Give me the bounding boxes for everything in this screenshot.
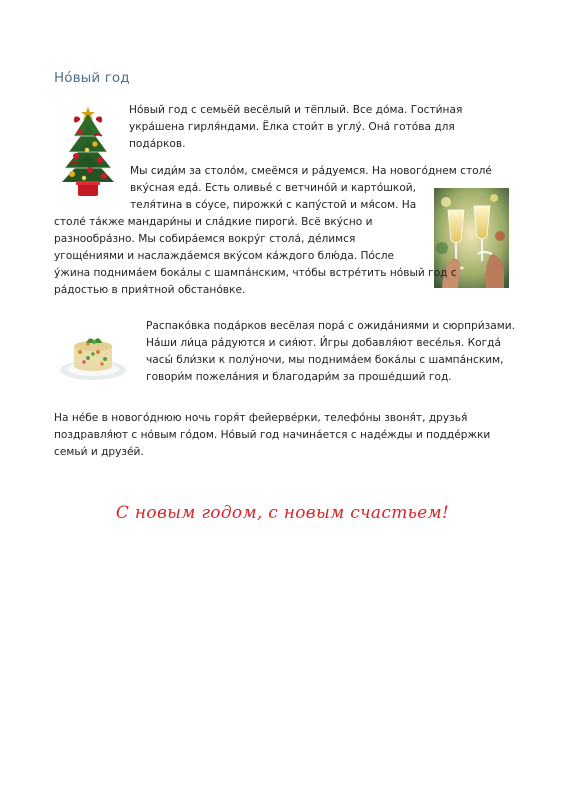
paragraph-2 [54,163,514,299]
paragraph-4: На не́бе в нового́днюю ночь горя́т фейерве́рки, телефо́ны звоня́т, друзья́ поздравля́ют с но́вым го́дом. Но́вый год начина́ется с наде́жды и подде́ржки семьи́ и друзе́й. [54,412,491,458]
olivier-salad-icon [58,324,128,384]
paragraph-1: Но́вый год с семьёй весёлый и тёплый. Все до́ма. Гости́ная укра́шена гирля́ндами. Ёлка стои́т в углу́. Она́ гото́ва для пода́рков. [129,104,463,150]
glasses-wrap-spacer [428,163,514,265]
paragraph-2-text: Мы сиди́м за столо́м, смеёмся и ра́дуемся. На нового́днем столе́ вку́сная еда́. Есть оливье́ с ветчино́й и карто́шкой, теля́тина в со́усе, пирожки́ с капу́стой и мя́сом. На столе́ та́кже мандари́ны и сла́дкие пироги́. Всё вку́сно и разнообра́зно. Мы собира́емся вокру́г стола́, де́лимся угоще́ниями и наслажда́емся вку́сом ка́ждого блю́да. По́сле у́жина поднима́ем бока́лы с шампа́нским, что́бы встре́тить но́вый год с ра́достью в прия́тной обстано́вке. [54,165,492,296]
paragraph-3: Распако́вка пода́рков весёлая пора́ с ожида́ниями и сюрпри́зами. На́ши ли́ца ра́дуются и сия́ют. И́гры добавля́ют весе́лья. Когда́ часы́ бли́зки к полу́ночи, мы поднима́ем бока́лы с шампа́нским, говори́м пожела́ния и благодари́м за проше́дший год. [146,320,516,383]
greeting-text: С новым годом, с новым счастьем! [115,503,450,523]
page-title: Но́вый год [54,70,130,86]
tree-wrap-spacer [54,163,130,214]
